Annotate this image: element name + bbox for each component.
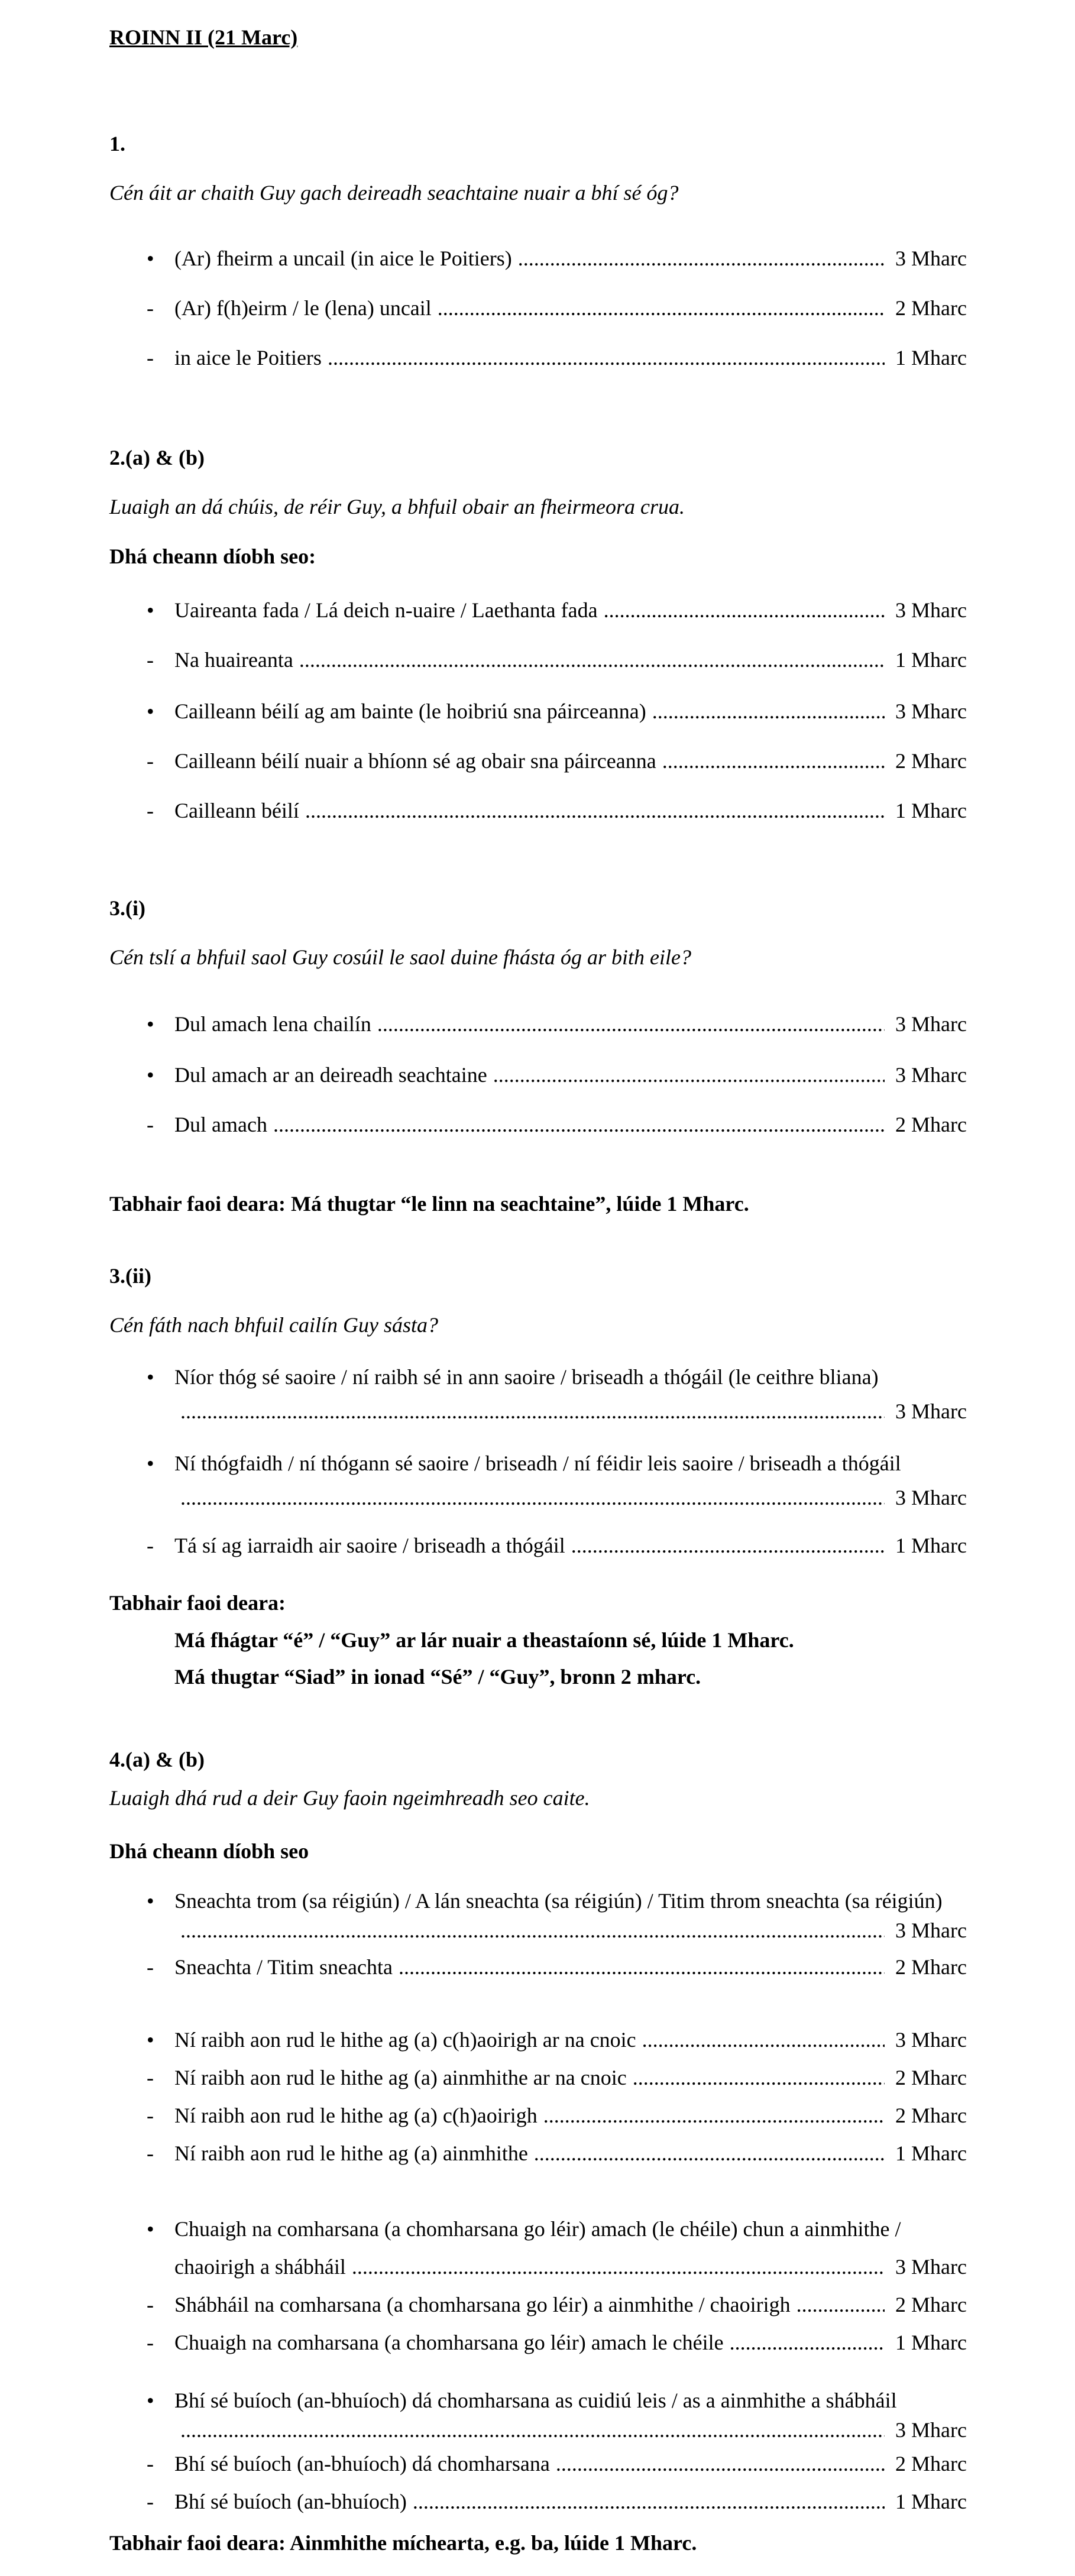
q4-number: 4.(a) & (b) bbox=[109, 1748, 205, 1771]
answer-row: - Tá sí ag iarraidh air saoire / briseadh a thógáil ..... 1 Mharc bbox=[109, 1527, 967, 1564]
q2-number: 2.(a) & (b) bbox=[109, 446, 205, 469]
answer-row: • Uaireanta fada / Lá deich n-uaire / Laethanta fada ..... 3 Mharc bbox=[109, 591, 967, 629]
answer-row: • Ní raibh aon rud le hithe ag (a) c(h)aoirigh ar na cnoic ..... 3 Mharc bbox=[109, 2021, 967, 2059]
section-title: ROINN II (21 Marc) bbox=[109, 25, 298, 49]
q4-question: Luaigh dhá rud a deir Guy faoin ngeimhreadh seo caite. bbox=[109, 1786, 590, 1810]
q4-group3 bbox=[109, 2210, 967, 2361]
answer-row: - Dul amach ..... 2 Mharc bbox=[109, 1106, 967, 1143]
q3ii-note-label: Tabhair faoi deara: bbox=[109, 1591, 286, 1615]
answer-row-wrapped: • Bhí sé buíoch (an-bhuíoch) dá chomharsana as cuidiú leis / as a ainmhithe a shábháil bbox=[147, 2389, 897, 2412]
q3ii-question: Cén fáth nach bhfuil cailín Guy sásta? bbox=[109, 1313, 438, 1337]
q4-group2 bbox=[109, 2021, 967, 2172]
answer-row-wrapped: • Níor thóg sé saoire / ní raibh sé in ann saoire / briseadh a thógáil (le ceithre bliana) bbox=[147, 1365, 879, 1389]
answer-row: - Na huaireanta ..... 1 Mharc bbox=[109, 641, 967, 679]
answer-row: - Ní raibh aon rud le hithe ag (a) c(h)aoirigh ..... 2 Mharc bbox=[109, 2097, 967, 2134]
answer-row: - Chuaigh na comharsana (a chomharsana go léir) amach le chéile ..... 1 Mharc bbox=[109, 2324, 967, 2361]
q4-group1 bbox=[109, 1886, 967, 1982]
answer-row-continuation: ..... 3 Mharc bbox=[109, 1394, 967, 1428]
answer-row: • Dul amach ar an deireadh seachtaine ..... 3 Mharc bbox=[109, 1056, 967, 1094]
q3ii-number: 3.(ii) bbox=[109, 1264, 151, 1288]
q1-question: Cén áit ar chaith Guy gach deireadh seachtaine nuair a bhí sé óg? bbox=[109, 181, 679, 205]
answer-row: - Sneachta / Titim sneachta ..... 2 Mharc bbox=[109, 1952, 967, 1982]
answer-row: - Shábháil na comharsana (a chomharsana go léir) a ainmhithe / chaoirigh ..... 2 Mharc bbox=[109, 2286, 967, 2324]
answer-row-wrapped: • Ní thógfaidh / ní thógann sé saoire / briseadh / ní féidir leis saoire / briseadh a thógáil bbox=[147, 1451, 901, 1475]
answer-row-continuation: chaoirigh a shábháil ..... 3 Mharc bbox=[109, 2248, 967, 2286]
q3ii-answers bbox=[109, 1360, 967, 1564]
q2-answers bbox=[109, 591, 967, 829]
q3i-answers bbox=[109, 1005, 967, 1143]
answer-row-wrapped: • Sneachta trom (sa réigiún) / A lán sneachta (sa réigiún) / Titim throm sneachta (sa réigiún) bbox=[147, 1889, 943, 1913]
answer-row-continuation: ..... 3 Mharc bbox=[109, 1916, 967, 1945]
q1-answers bbox=[109, 239, 967, 377]
q3i-number: 3.(i) bbox=[109, 896, 145, 920]
answer-row: - (Ar) f(h)eirm / le (lena) uncail ..... 2 Mharc bbox=[109, 289, 967, 327]
answer-row: - Cailleann béilí ..... 1 Mharc bbox=[109, 792, 967, 829]
q2-question: Luaigh an dá chúis, de réir Guy, a bhfuil obair an fheirmeora crua. bbox=[109, 495, 685, 519]
answer-row: • (Ar) fheirm a uncail (in aice le Poitiers) ..... 3 Mharc bbox=[109, 239, 967, 277]
q4-subheading: Dhá cheann díobh seo bbox=[109, 1839, 309, 1863]
answer-row-wrapped: • Chuaigh na comharsana (a chomharsana go léir) amach (le chéile) chun a ainmhithe / bbox=[147, 2217, 901, 2241]
answer-row: • Cailleann béilí ag am bainte (le hoibriú sna páirceanna) ..... 3 Mharc bbox=[109, 692, 967, 730]
q3ii-note-lines: Má fhágtar “é” / “Guy” ar lár nuair a theastaíonn sé, lúide 1 Mharc. Má thugtar “Siad” in ionad “Sé” / “Guy”, bronn 2 mharc. bbox=[174, 1628, 794, 1689]
answer-row-continuation: ..... 3 Mharc bbox=[109, 1480, 967, 1515]
answer-row: - Bhí sé buíoch (an-bhuíoch) ..... 1 Mharc bbox=[109, 2483, 967, 2520]
answer-row-continuation: ..... 3 Mharc bbox=[109, 2415, 967, 2445]
q3i-note: Tabhair faoi deara: Má thugtar “le linn na seachtaine”, lúide 1 Mharc. bbox=[109, 1192, 749, 1216]
answer-row: - Ní raibh aon rud le hithe ag (a) ainmhithe ar na cnoic ..... 2 Mharc bbox=[109, 2059, 967, 2097]
q3i-question: Cén tslí a bhfuil saol Guy cosúil le saol duine fhásta óg ar bith eile? bbox=[109, 945, 691, 969]
q1-number: 1. bbox=[109, 132, 125, 155]
q2-subheading: Dhá cheann díobh seo: bbox=[109, 545, 316, 568]
answer-row: - Cailleann béilí nuair a bhíonn sé ag obair sna páirceanna ..... 2 Mharc bbox=[109, 742, 967, 780]
answer-row: - Ní raibh aon rud le hithe ag (a) ainmhithe ..... 1 Mharc bbox=[109, 2134, 967, 2172]
q4-note: Tabhair faoi deara: Ainmhithe míchearta, e.g. ba, lúide 1 Mharc. bbox=[109, 2531, 697, 2555]
answer-row: - Bhí sé buíoch (an-bhuíoch) dá chomharsana ..... 2 Mharc bbox=[109, 2445, 967, 2483]
answer-row: • Dul amach lena chailín ..... 3 Mharc bbox=[109, 1005, 967, 1043]
answer-row: - in aice le Poitiers ..... 1 Mharc bbox=[109, 339, 967, 377]
q4-group4 bbox=[109, 2386, 967, 2520]
